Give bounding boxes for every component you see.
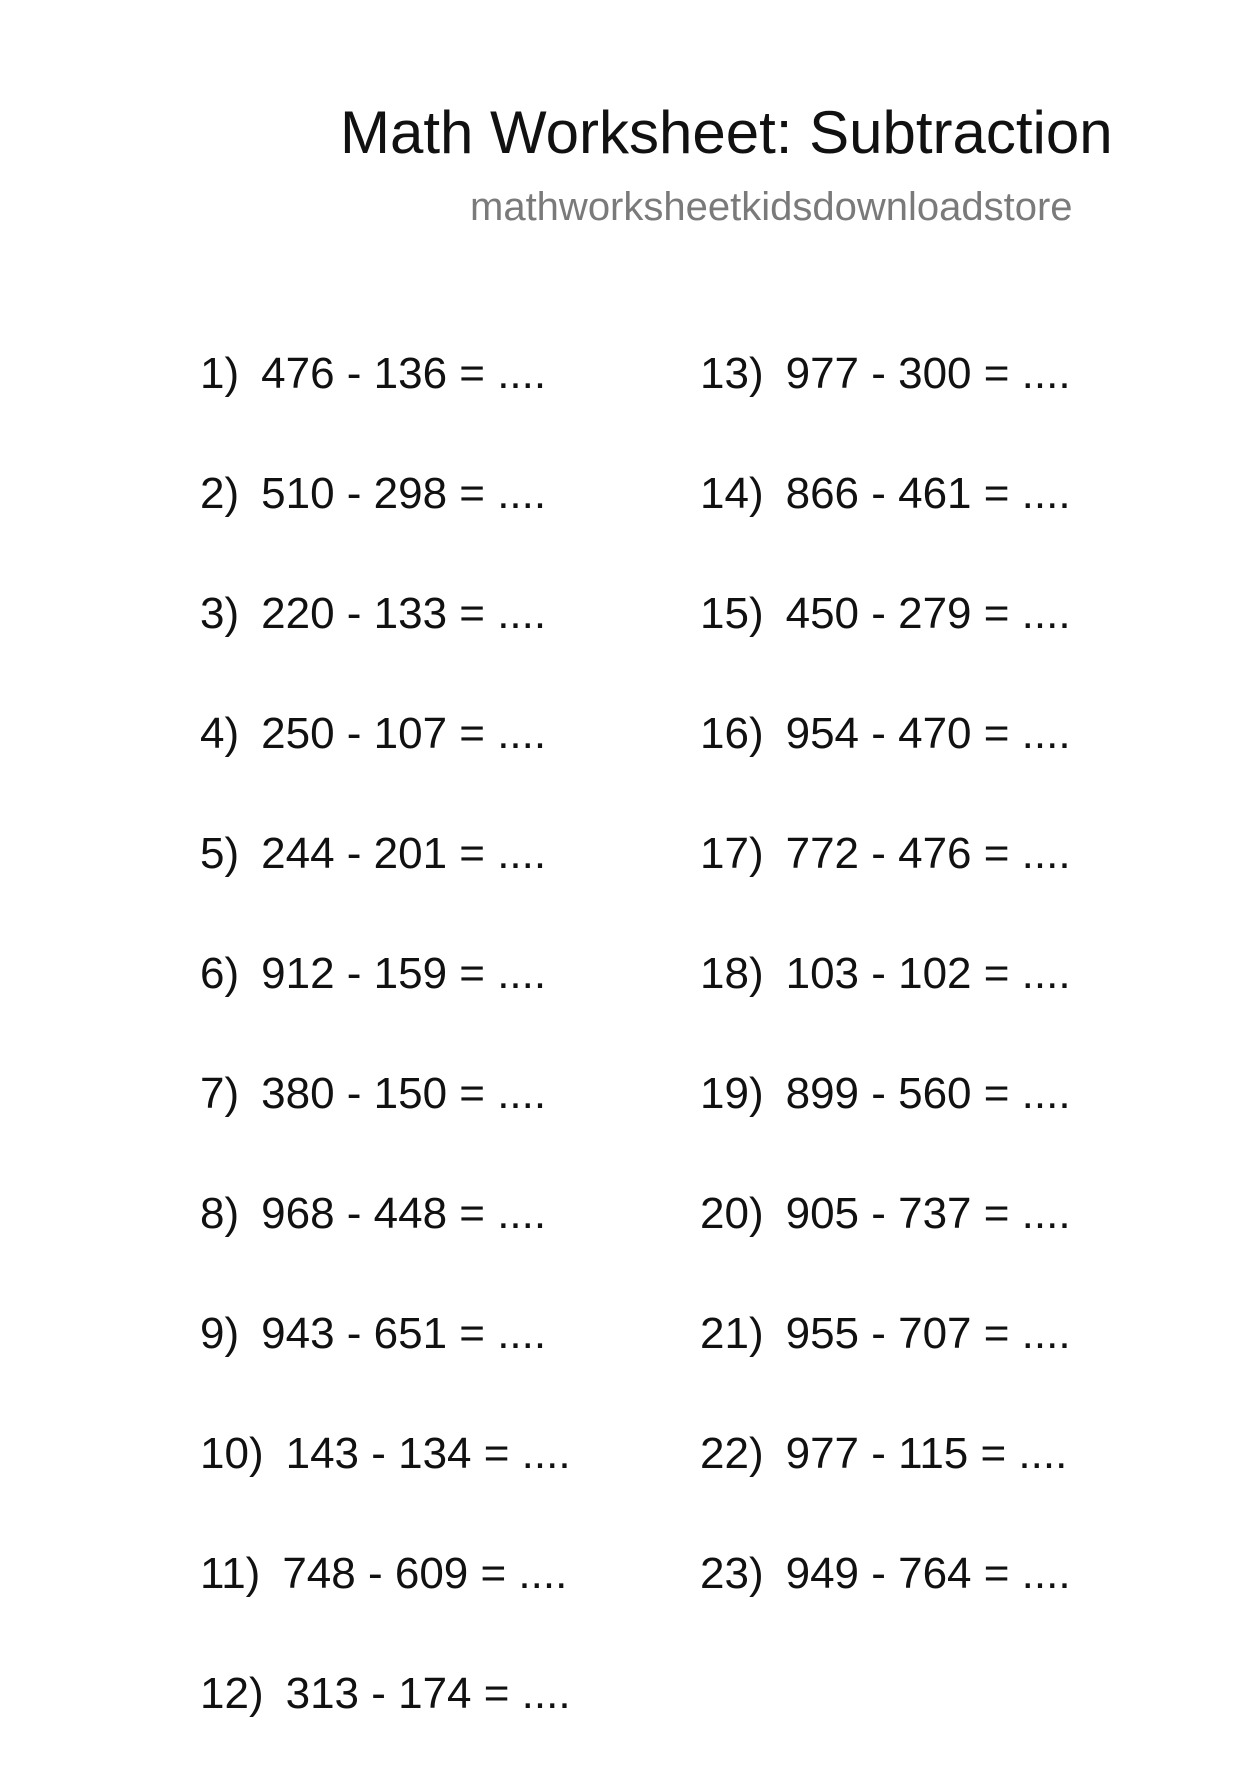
problem-item xyxy=(200,1548,571,1668)
problem-number: 19) xyxy=(700,1069,764,1118)
problem-number: 16) xyxy=(700,709,764,758)
problem-expression: 899 - 560 = .... xyxy=(785,1069,1071,1118)
problem-column-left xyxy=(200,348,571,1788)
problem-item xyxy=(700,708,1071,828)
problem-expression: 866 - 461 = .... xyxy=(785,469,1071,518)
problem-number: 5) xyxy=(200,829,240,878)
problem-expression: 943 - 651 = .... xyxy=(261,1309,547,1358)
problem-expression: 103 - 102 = .... xyxy=(785,949,1071,998)
problem-expression: 380 - 150 = .... xyxy=(261,1069,547,1118)
problem-item xyxy=(200,348,571,468)
problem-number: 3) xyxy=(200,589,240,638)
problem-column-right xyxy=(700,348,1071,1668)
problem-number: 23) xyxy=(700,1549,764,1598)
problem-item xyxy=(700,348,1071,468)
problem-number: 22) xyxy=(700,1429,764,1478)
problem-expression: 905 - 737 = .... xyxy=(785,1189,1071,1238)
problem-expression: 250 - 107 = .... xyxy=(261,709,547,758)
problem-number: 9) xyxy=(200,1309,240,1358)
problem-expression: 450 - 279 = .... xyxy=(785,589,1071,638)
problem-number: 8) xyxy=(200,1189,240,1238)
problem-item xyxy=(700,828,1071,948)
problem-number: 17) xyxy=(700,829,764,878)
problem-item xyxy=(200,1428,571,1548)
problem-number: 12) xyxy=(200,1669,264,1718)
problem-number: 14) xyxy=(700,469,764,518)
problem-item xyxy=(700,1188,1071,1308)
problem-expression: 977 - 115 = .... xyxy=(785,1429,1068,1478)
problem-expression: 912 - 159 = .... xyxy=(261,949,547,998)
problem-number: 4) xyxy=(200,709,240,758)
problem-expression: 143 - 134 = .... xyxy=(285,1429,571,1478)
problem-expression: 977 - 300 = .... xyxy=(785,349,1071,398)
problem-item xyxy=(200,1188,571,1308)
problem-item xyxy=(700,1428,1071,1548)
problem-expression: 510 - 298 = .... xyxy=(261,469,547,518)
problem-item xyxy=(700,1308,1071,1428)
problem-expression: 772 - 476 = .... xyxy=(785,829,1071,878)
problem-item xyxy=(200,468,571,588)
problem-number: 6) xyxy=(200,949,240,998)
problem-number: 2) xyxy=(200,469,240,518)
problem-item xyxy=(700,948,1071,1068)
problem-item xyxy=(200,1068,571,1188)
problem-expression: 748 - 609 = .... xyxy=(282,1549,568,1598)
page-title: Math Worksheet: Subtraction xyxy=(340,99,1113,166)
problem-number: 13) xyxy=(700,349,764,398)
problem-item xyxy=(200,948,571,1068)
problem-item xyxy=(700,588,1071,708)
problem-expression: 949 - 764 = .... xyxy=(785,1549,1071,1598)
problem-number: 15) xyxy=(700,589,764,638)
problem-number: 20) xyxy=(700,1189,764,1238)
problem-number: 21) xyxy=(700,1309,764,1358)
problem-expression: 954 - 470 = .... xyxy=(785,709,1071,758)
problem-number: 10) xyxy=(200,1429,264,1478)
problem-item xyxy=(200,588,571,708)
problem-item xyxy=(200,708,571,828)
problem-expression: 968 - 448 = .... xyxy=(261,1189,547,1238)
problem-item xyxy=(700,1548,1071,1668)
problem-expression: 313 - 174 = .... xyxy=(285,1669,571,1718)
problem-expression: 955 - 707 = .... xyxy=(785,1309,1071,1358)
problem-number: 7) xyxy=(200,1069,240,1118)
problem-item xyxy=(200,1668,571,1788)
problem-expression: 476 - 136 = .... xyxy=(261,349,547,398)
problem-number: 18) xyxy=(700,949,764,998)
problem-expression: 220 - 133 = .... xyxy=(261,589,547,638)
problem-item xyxy=(200,1308,571,1428)
problem-expression: 244 - 201 = .... xyxy=(261,829,547,878)
problem-item xyxy=(200,828,571,948)
problem-number: 11) xyxy=(200,1549,261,1598)
problem-item xyxy=(700,468,1071,588)
page-subtitle: mathworksheetkidsdownloadstore xyxy=(470,185,1073,229)
problem-item xyxy=(700,1068,1071,1188)
problem-number: 1) xyxy=(200,349,240,398)
